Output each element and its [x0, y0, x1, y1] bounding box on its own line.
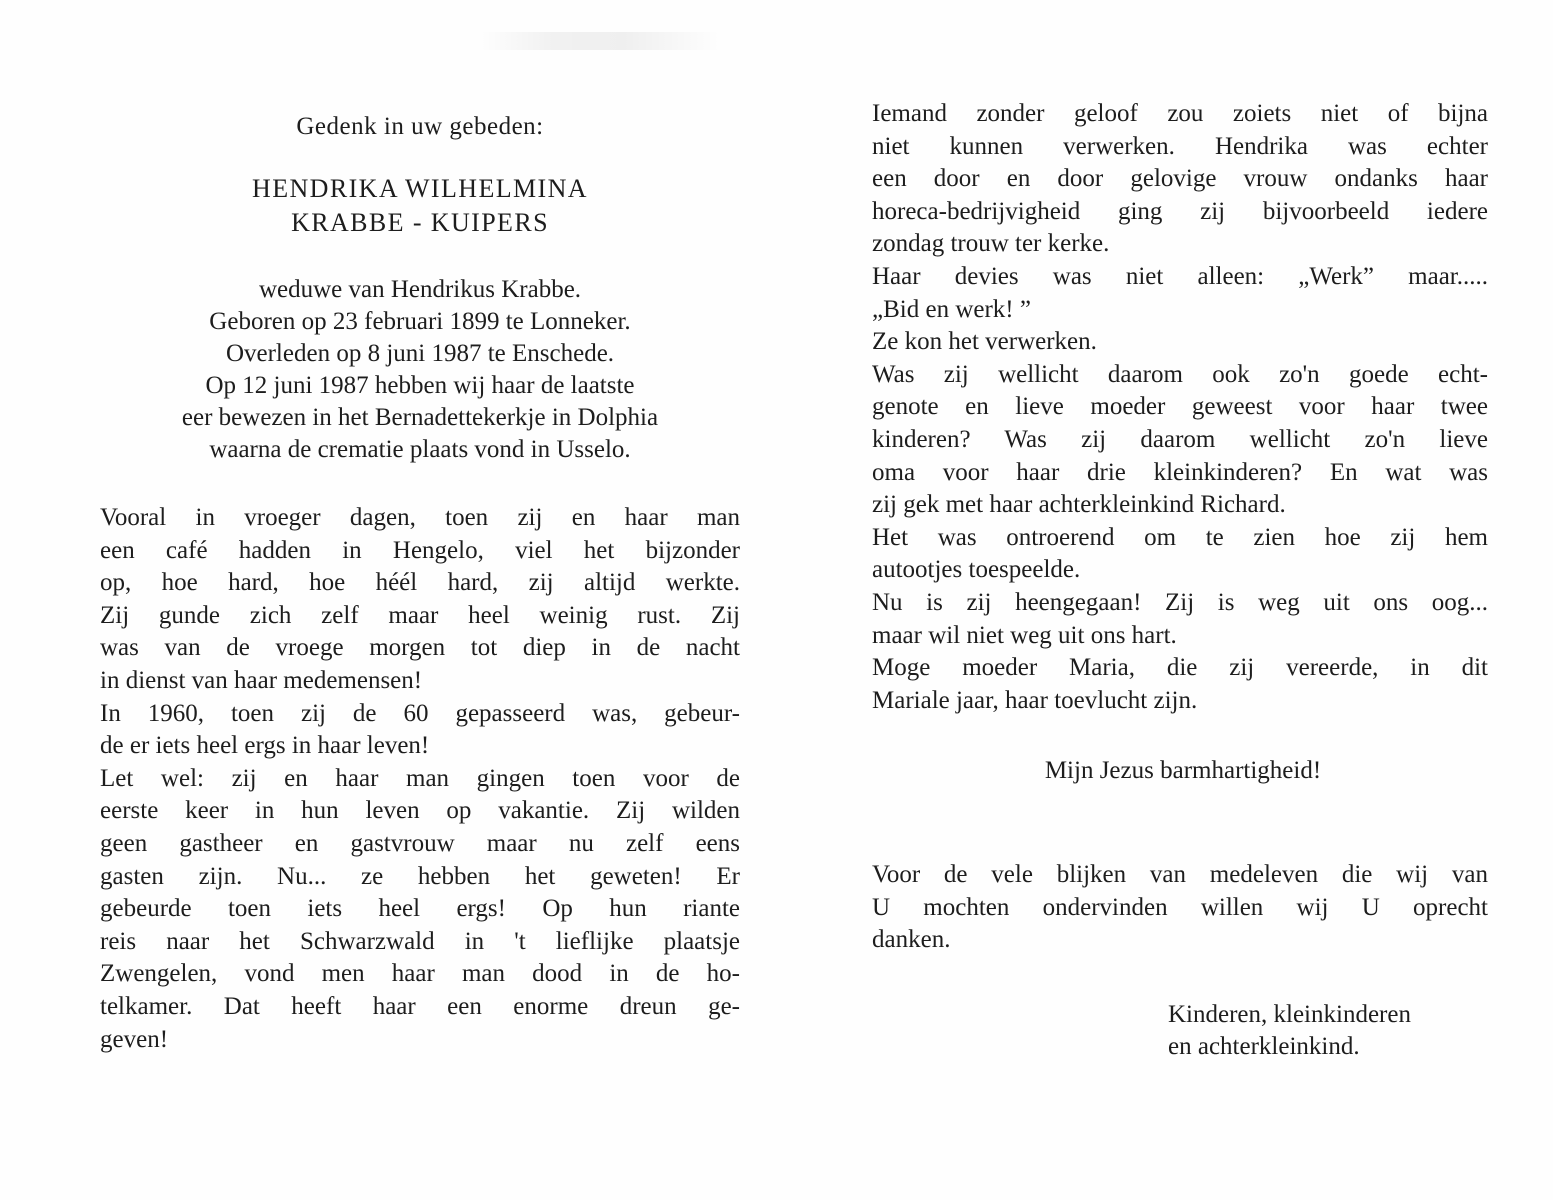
biography	[100, 274, 740, 466]
bio-line: weduwe van Hendrikus Krabbe.	[258, 276, 582, 303]
narrative-line: maar wil niet weg uit ons hart.	[872, 621, 1177, 649]
bio-line: Overleden op 8 juni 1987 te Enschede.	[225, 340, 615, 367]
prayer: Mijn Jezus barmhartigheid!	[1044, 757, 1322, 785]
thanks-line: Voor de vele blijken van medeleven die wij van	[872, 861, 1488, 889]
left-page	[100, 110, 740, 1056]
signature-line-1: Kinderen, kleinkinderen	[1168, 1001, 1411, 1029]
narrative-line: genote en lieve moeder geweest voor haar twee	[872, 393, 1488, 421]
narrative-line: Ze kon het verwerken.	[872, 328, 1097, 356]
narrative-line: zij gek met haar achterkleinkind Richard.	[872, 491, 1286, 519]
narrative	[100, 502, 740, 1056]
right-narrative	[872, 98, 1488, 717]
narrative-line: Mariale jaar, haar toevlucht zijn.	[872, 686, 1198, 714]
narrative-line: Zwengelen, vond men haar man dood in de ho-	[100, 960, 740, 988]
narrative-line: In 1960, toen zij de 60 gepasseerd was, gebeur-	[100, 699, 740, 727]
thanks-line: U mochten ondervinden willen wij U oprecht	[872, 893, 1488, 921]
narrative-line: Was zij wellicht daarom ook zo'n goede echt-	[872, 360, 1488, 388]
invocation: Gedenk in uw gebeden:	[296, 113, 544, 140]
deceased-name-line-2: KRABBE - KUIPERS	[291, 208, 549, 237]
narrative-line: gebeurde toen iets heel ergs! Op hun riante	[100, 895, 740, 923]
narrative-line: Nu is zij heengegaan! Zij is weg uit ons oog...	[872, 588, 1488, 616]
thanks-line: danken.	[872, 926, 951, 954]
narrative-line: kinderen? Was zij daarom wellicht zo'n lieve	[872, 425, 1488, 453]
narrative-line: Moge moeder Maria, die zij vereerde, in dit	[872, 654, 1488, 682]
narrative-line: op, hoe hard, hoe héél hard, zij altijd werkte.	[100, 569, 740, 597]
deceased-name-line-1: HENDRIKA WILHELMINA	[252, 174, 588, 203]
bio-line: Geboren op 23 februari 1899 te Lonneker.	[209, 308, 631, 335]
bio-line: Op 12 juni 1987 hebben wij haar de laatste	[205, 372, 635, 399]
narrative-line: gasten zijn. Nu... ze hebben het geweten! Er	[100, 862, 740, 890]
narrative-line: geen gastheer en gastvrouw maar nu zelf eens	[100, 829, 740, 857]
narrative-line: horeca-bedrijvigheid ging zij bijvoorbeeld iedere	[872, 197, 1488, 225]
bio-line: waarna de crematie plaats vond in Usselo.	[209, 436, 631, 463]
narrative-line: de er iets heel ergs in haar leven!	[100, 732, 430, 760]
narrative-line: een café hadden in Hengelo, viel het bijzonder	[100, 536, 740, 564]
signature-line-2: en achterkleinkind.	[1168, 1033, 1360, 1061]
narrative-line: reis naar het Schwarzwald in 't lieflijke plaatsje	[100, 927, 740, 955]
narrative-line: Vooral in vroeger dagen, toen zij en haar man	[100, 504, 740, 531]
narrative-line: niet kunnen verwerken. Hendrika was echter	[872, 132, 1488, 160]
signature	[1168, 999, 1488, 1063]
narrative-line: oma voor haar drie kleinkinderen? En wat was	[872, 458, 1488, 486]
narrative-line: Zij gunde zich zelf maar heel weinig rust. Zij	[100, 601, 740, 629]
narrative-line: Let wel: zij en haar man gingen toen voor de	[100, 764, 740, 792]
bio-line: eer bewezen in het Bernadettekerkje in Dolphia	[181, 404, 659, 431]
narrative-line: geven!	[100, 1025, 169, 1053]
thanks-note	[872, 859, 1488, 957]
narrative-line: was van de vroege morgen tot diep in de nacht	[100, 634, 740, 662]
narrative-line: eerste keer in hun leven op vakantie. Zij wilden	[100, 797, 740, 825]
narrative-line: telkamer. Dat heeft haar een enorme dreun ge-	[100, 992, 740, 1020]
narrative-line: autootjes toespeelde.	[872, 556, 1081, 584]
narrative-line: zondag trouw ter kerke.	[872, 230, 1110, 258]
scan-smudge	[480, 32, 720, 50]
narrative-line: „Bid en werk! ”	[872, 295, 1031, 323]
narrative-line: Het was ontroerend om te zien hoe zij hem	[872, 523, 1488, 551]
right-page	[872, 98, 1488, 1063]
narrative-line: in dienst van haar medemensen!	[100, 666, 423, 694]
narrative-line: Iemand zonder geloof zou zoiets niet of bijna	[872, 100, 1488, 127]
narrative-line: Haar devies was niet alleen: „Werk” maar.....	[872, 262, 1488, 290]
narrative-line: een door en door gelovige vrouw ondanks haar	[872, 165, 1488, 193]
